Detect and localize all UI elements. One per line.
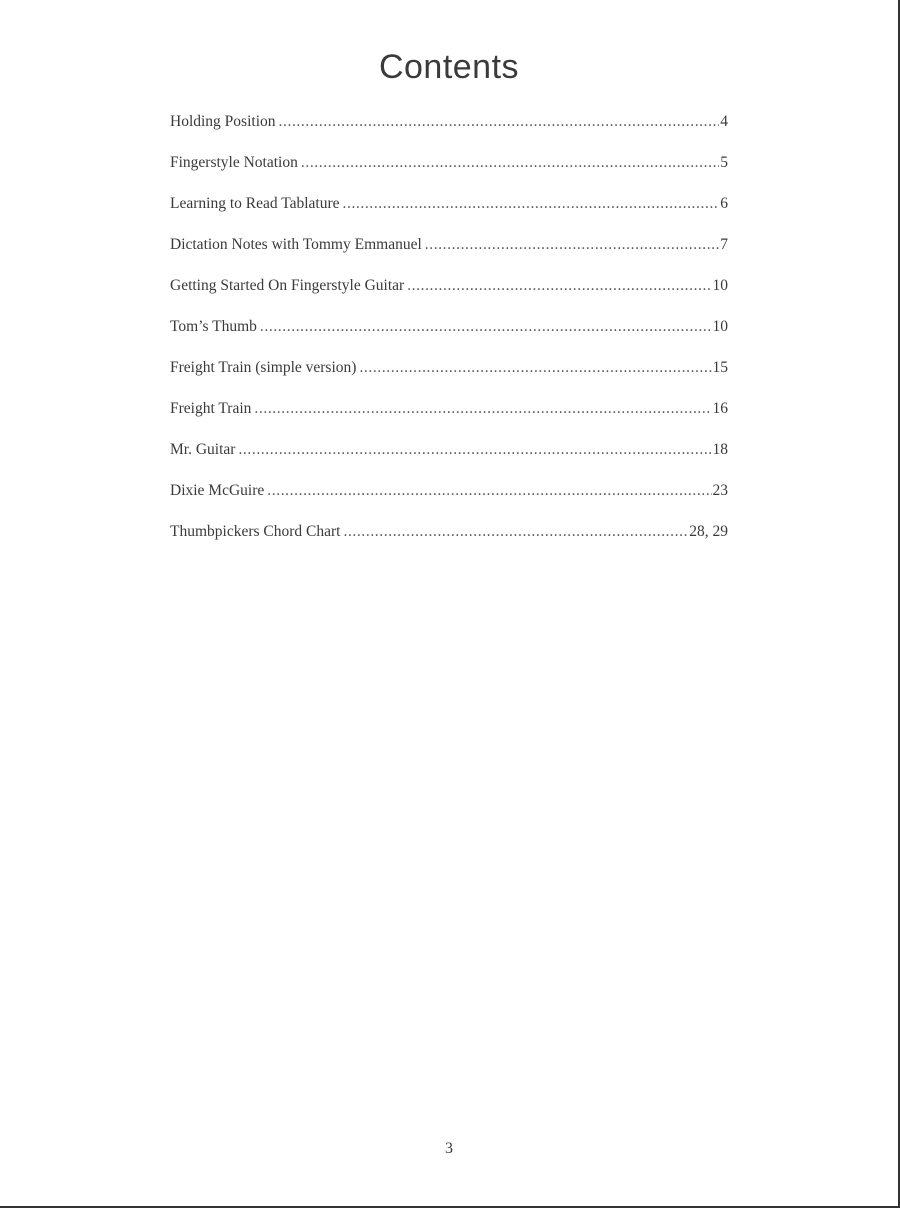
toc-entry[interactable] [170,523,728,564]
toc-entry-page: 6 [720,195,728,212]
dot-leader [407,277,711,295]
toc-entry-title: Dictation Notes with Tommy Emmanuel [170,236,422,253]
dot-leader [279,113,720,131]
toc-entry[interactable] [170,400,728,441]
toc-entry-title: Mr. Guitar [170,441,236,458]
dot-leader [260,318,712,336]
toc-entry[interactable] [170,195,728,236]
toc-entry[interactable] [170,236,728,277]
toc-entry-page: 23 [712,482,728,499]
toc-entry[interactable] [170,113,728,154]
toc-entry-page: 16 [712,400,728,417]
toc-entry-page: 4 [720,113,728,130]
toc-entry[interactable] [170,441,728,482]
page-title: Contents [378,48,520,86]
toc-entry-page: 7 [720,236,728,253]
dot-leader [425,236,719,254]
toc-entry[interactable] [170,359,728,400]
toc-entry-page: 10 [712,318,728,335]
toc-entry-title: Learning to Read Tablature [170,195,340,212]
toc-entry-title: Tom’s Thumb [170,318,257,335]
toc-entry[interactable] [170,318,728,359]
toc-entry[interactable] [170,154,728,195]
table-of-contents [170,113,728,564]
dot-leader [343,195,720,213]
toc-entry-page: 5 [720,154,728,171]
toc-entry-title: Getting Started On Fingerstyle Guitar [170,277,405,294]
toc-entry-title: Fingerstyle Notation [170,154,298,171]
dot-leader [359,359,711,377]
toc-entry-page: 18 [712,441,728,458]
dot-leader [254,400,711,418]
toc-entry-title: Holding Position [170,113,276,130]
toc-entry[interactable] [170,482,728,523]
toc-entry-page: 15 [712,359,728,376]
toc-entry-title: Thumbpickers Chord Chart [170,523,341,540]
toc-entry-title: Freight Train [170,400,252,417]
dot-leader [238,441,711,459]
toc-entry-title: Freight Train (simple version) [170,359,357,376]
toc-entry-page: 28, 29 [689,523,728,540]
page-number: 3 [445,1140,453,1157]
dot-leader [267,482,711,500]
toc-entry-page: 10 [712,277,728,294]
toc-entry[interactable] [170,277,728,318]
toc-entry-title: Dixie McGuire [170,482,265,499]
dot-leader [343,523,688,541]
dot-leader [301,154,719,172]
